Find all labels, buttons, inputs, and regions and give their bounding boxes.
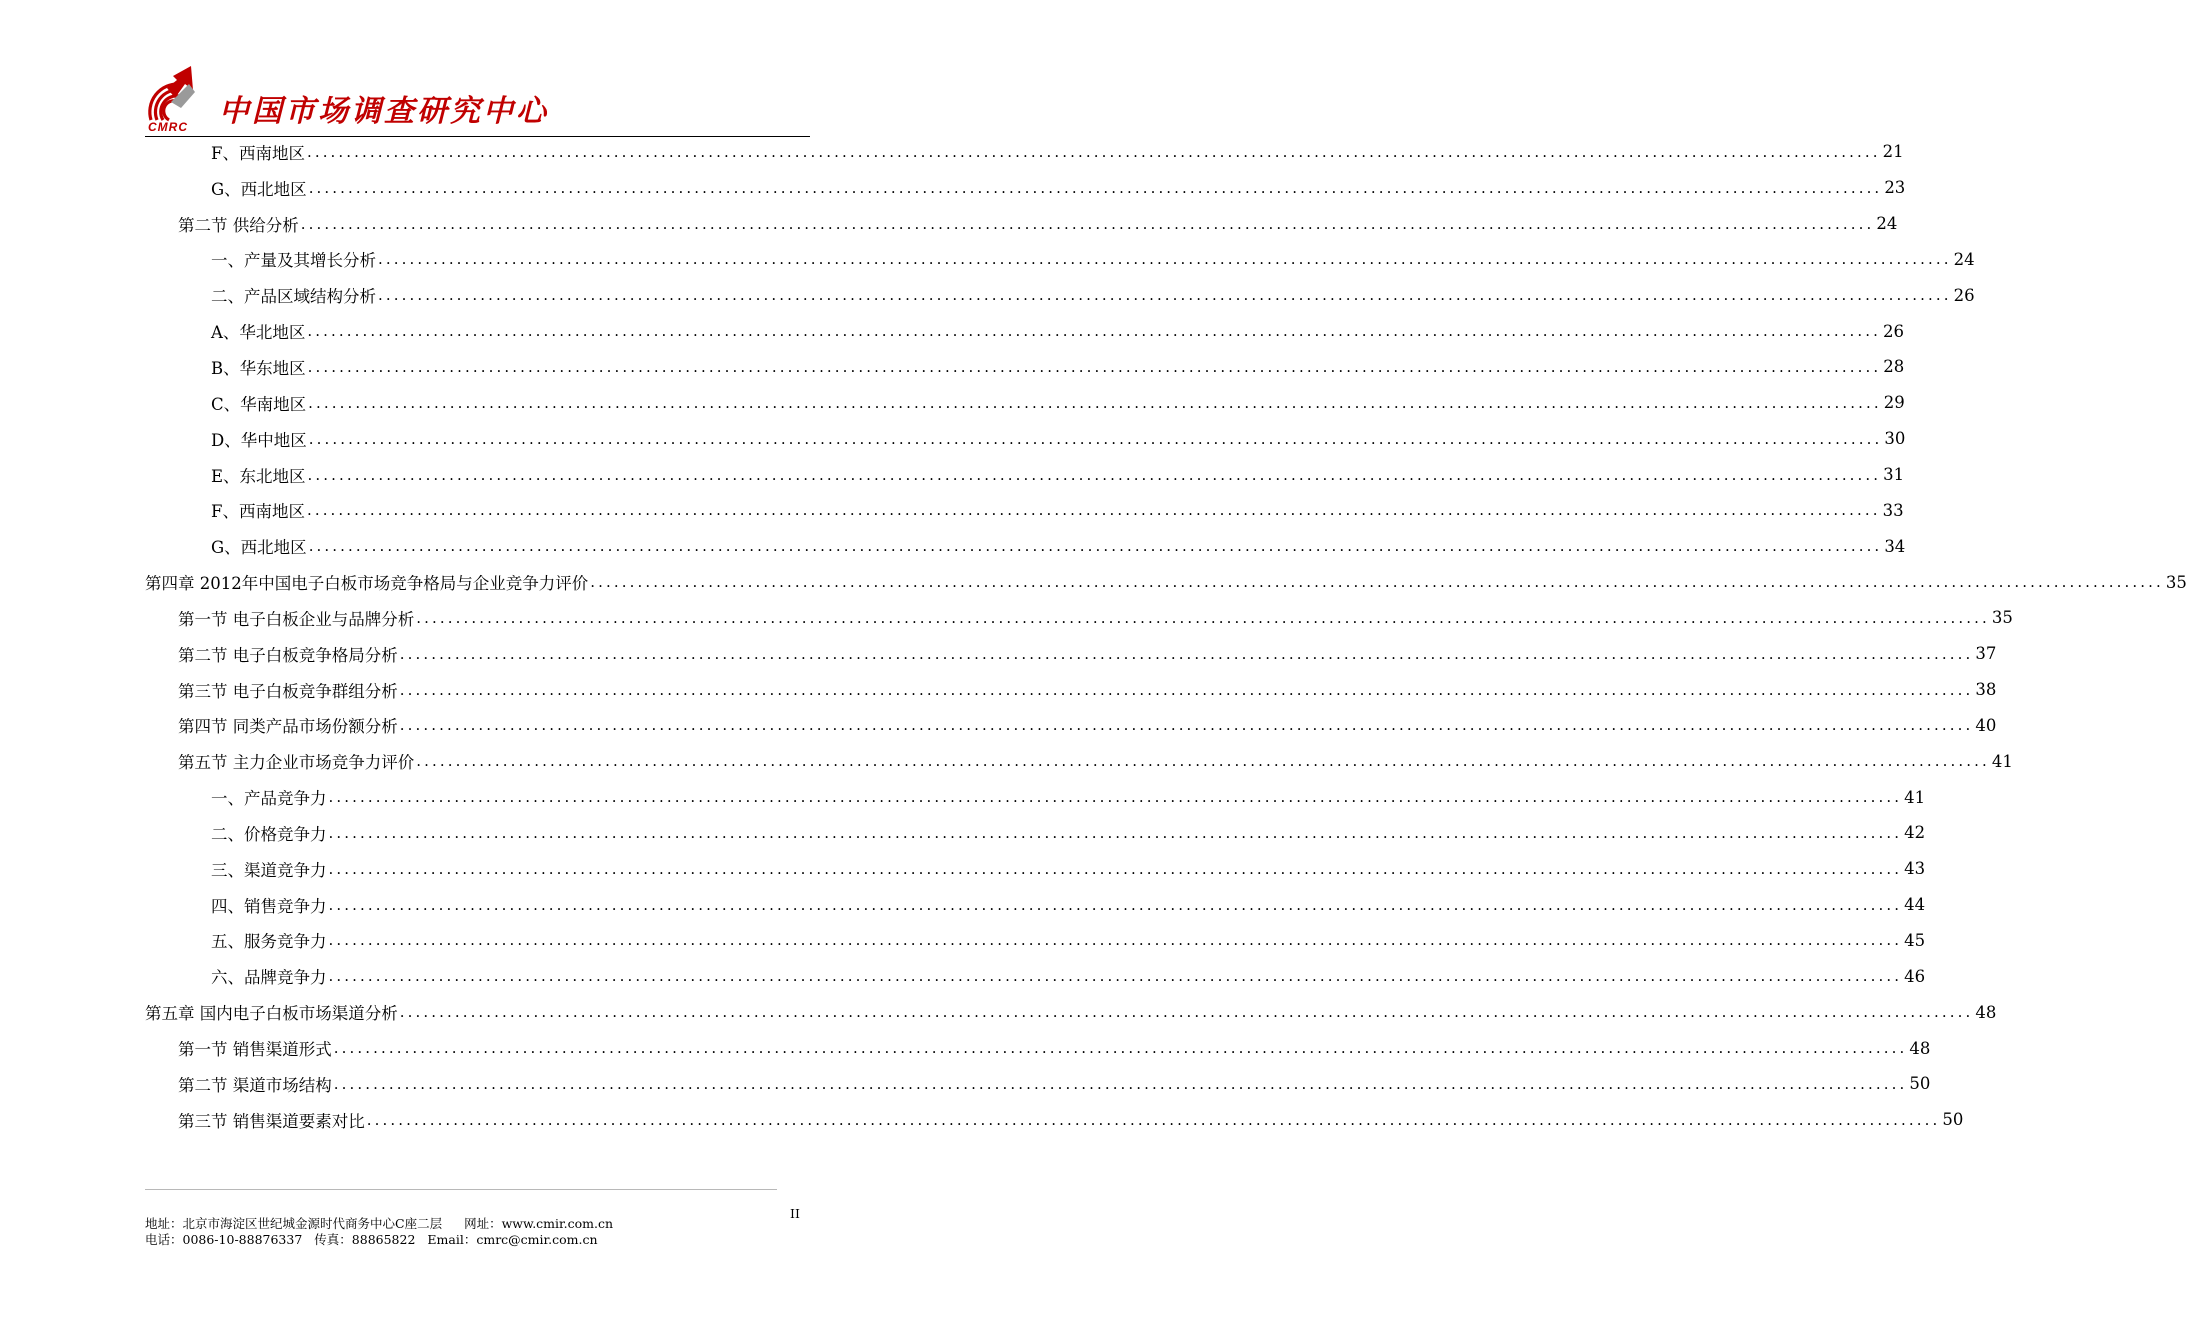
toc-entry-page: 31 — [1883, 465, 1905, 485]
toc-entry-page: 48 — [1975, 1002, 1997, 1022]
toc-leader-dots: ........................................................................................................................................................................................................ — [307, 322, 1882, 341]
toc-leader-dots: ........................................................................................................................................................................................................ — [333, 1039, 1908, 1058]
toc-entry-page: 50 — [1942, 1110, 1964, 1130]
toc-leader-dots: ........................................................................................................................................................................................................ — [378, 250, 1952, 269]
toc-entry-title: 四、销售竞争力 — [211, 893, 329, 917]
toc-leader-dots: ........................................................................................................................................................................................................ — [366, 1110, 1941, 1129]
toc-entry-page: 37 — [1975, 644, 1997, 664]
toc-entry-title: 二、价格竞争力 — [211, 821, 329, 845]
toc-entry-page: 33 — [1882, 500, 1904, 520]
toc-entry-page: 38 — [1975, 680, 1997, 700]
toc-entry-title: D、华中地区 — [211, 427, 309, 451]
toc-entry-page: 44 — [1904, 895, 1926, 915]
toc-entry-title: 一、产品竞争力 — [211, 785, 329, 809]
toc-entry-title: 第二节 电子白板竞争格局分析 — [178, 642, 400, 666]
toc-entry[interactable] — [145, 994, 1997, 1030]
toc-entry[interactable] — [145, 421, 1906, 457]
toc-entry[interactable] — [145, 958, 1926, 994]
toc-entry[interactable] — [145, 492, 1904, 528]
page-number: II — [790, 1206, 800, 1221]
toc-leader-dots: ........................................................................................................................................................................................................ — [328, 895, 1903, 914]
toc-entry[interactable] — [145, 564, 2187, 600]
page-header — [145, 62, 810, 137]
toc-entry-title: A、华北地区 — [211, 319, 307, 343]
toc-entry-page: 23 — [1884, 178, 1906, 198]
toc-entry-title: E、东北地区 — [211, 463, 308, 487]
toc-entry[interactable] — [145, 385, 1905, 421]
toc-entry-title: C、华南地区 — [211, 391, 308, 415]
toc-entry-title: G、西北地区 — [211, 176, 309, 200]
toc-entry[interactable] — [145, 1066, 1931, 1102]
toc-entry-page: 26 — [1883, 321, 1905, 341]
toc-entry-title: 三、渠道竞争力 — [211, 857, 329, 881]
toc-entry-page: 29 — [1883, 393, 1905, 413]
toc-entry[interactable] — [145, 600, 2013, 636]
toc-entry-page: 43 — [1904, 859, 1926, 879]
toc-entry-page: 46 — [1904, 966, 1926, 986]
toc-entry-page: 41 — [1904, 787, 1926, 807]
toc-entry[interactable] — [145, 779, 1926, 815]
toc-leader-dots: ........................................................................................................................................................................................................ — [328, 859, 1903, 878]
toc-entry-title: 第三节 销售渠道要素对比 — [178, 1108, 367, 1132]
toc-entry[interactable] — [145, 528, 1906, 564]
toc-entry[interactable] — [145, 242, 1975, 278]
toc-entry-page: 40 — [1975, 715, 1997, 735]
toc-entry-page: 41 — [1991, 751, 2013, 771]
toc-entry[interactable] — [145, 672, 1997, 708]
toc-entry[interactable] — [145, 1030, 1931, 1066]
brand-abbreviation: CMRC — [148, 120, 188, 134]
toc-entry-page: 34 — [1884, 536, 1906, 556]
toc-entry-page: 24 — [1953, 249, 1975, 269]
toc-entry-title: F、西南地区 — [211, 140, 307, 164]
toc-leader-dots: ........................................................................................................................................................................................................ — [308, 178, 1883, 197]
toc-entry-title: 第三节 电子白板竞争群组分析 — [178, 678, 400, 702]
toc-entry-page: 45 — [1904, 930, 1926, 950]
toc-leader-dots: ........................................................................................................................................................................................................ — [328, 823, 1903, 842]
toc-entry-page: 28 — [1883, 357, 1905, 377]
toc-entry-page: 30 — [1884, 429, 1906, 449]
toc-entry-page: 35 — [2165, 572, 2187, 592]
toc-leader-dots: ........................................................................................................................................................................................................ — [307, 465, 1882, 484]
toc-entry-page: 35 — [1991, 608, 2013, 628]
toc-entry-title: 第四章 2012年中国电子白板市场竞争格局与企业竞争力评价 — [145, 570, 590, 594]
toc-entry-title: 第四节 同类产品市场份额分析 — [178, 713, 400, 737]
toc-leader-dots: ........................................................................................................................................................................................................ — [399, 680, 1974, 699]
toc-entry-title: 五、服务竞争力 — [211, 928, 329, 952]
toc-leader-dots: ........................................................................................................................................................................................................ — [399, 716, 1974, 735]
toc-entry[interactable] — [145, 277, 1975, 313]
toc-entry[interactable] — [145, 815, 1926, 851]
toc-entry[interactable] — [145, 708, 1997, 744]
toc-leader-dots: ........................................................................................................................................................................................................ — [416, 752, 1990, 771]
footer-address: 地址：北京市海淀区世纪城金源时代商务中心C座二层 — [145, 1216, 443, 1231]
toc-entry[interactable] — [145, 313, 1905, 349]
toc-leader-dots: ........................................................................................................................................................................................................ — [399, 644, 1974, 663]
toc-entry[interactable] — [145, 170, 1906, 206]
toc-entry-page: 50 — [1909, 1074, 1931, 1094]
toc-entry-title: B、华东地区 — [211, 355, 308, 379]
footer-divider — [145, 1189, 777, 1190]
toc-entry[interactable] — [145, 851, 1926, 887]
toc-entry[interactable] — [145, 206, 1898, 242]
toc-entry[interactable] — [145, 349, 1905, 385]
toc-entry-page: 48 — [1909, 1038, 1931, 1058]
toc-leader-dots: ........................................................................................................................................................................................................ — [399, 1003, 1974, 1022]
toc-leader-dots: ........................................................................................................................................................................................................ — [307, 357, 1882, 376]
toc-entry[interactable] — [145, 636, 1997, 672]
toc-leader-dots: ........................................................................................................................................................................................................ — [306, 142, 1881, 161]
toc-leader-dots: ........................................................................................................................................................................................................ — [378, 286, 1952, 305]
toc-leader-dots: ........................................................................................................................................................................................................ — [590, 573, 2164, 592]
toc-entry-title: 第二节 渠道市场结构 — [178, 1072, 334, 1096]
toc-entry-title: 一、产量及其增长分析 — [211, 247, 378, 271]
toc-entry-title: 第一节 电子白板企业与品牌分析 — [178, 606, 416, 630]
toc-entry[interactable] — [145, 887, 1926, 923]
brand-title: 中国市场调查研究中心 — [219, 94, 549, 129]
footer-fax: 传真：88865822 — [314, 1232, 416, 1247]
toc-entry-title: 六、品牌竞争力 — [211, 964, 329, 988]
toc-entry-title: 二、产品区域结构分析 — [211, 283, 378, 307]
toc-leader-dots: ........................................................................................................................................................................................................ — [328, 931, 1903, 950]
toc-entry[interactable] — [145, 923, 1926, 959]
toc-leader-dots: ........................................................................................................................................................................................................ — [300, 214, 1875, 233]
toc-entry[interactable] — [145, 743, 2013, 779]
footer-phone: 电话：0086-10-88876337 — [145, 1232, 303, 1247]
toc-leader-dots: ........................................................................................................................................................................................................ — [333, 1074, 1908, 1093]
toc-entry-page: 26 — [1953, 285, 1975, 305]
toc-entry-title: 第二节 供给分析 — [178, 212, 301, 236]
footer-contact-line — [145, 1230, 598, 1248]
toc-leader-dots: ........................................................................................................................................................................................................ — [328, 788, 1903, 807]
toc-entry-page: 42 — [1904, 823, 1926, 843]
toc-leader-dots: ........................................................................................................................................................................................................ — [306, 501, 1881, 520]
toc-leader-dots: ........................................................................................................................................................................................................ — [308, 393, 1882, 412]
toc-entry[interactable] — [145, 457, 1905, 493]
toc-leader-dots: ........................................................................................................................................................................................................ — [328, 967, 1903, 986]
footer-website: 网址：www.cmir.com.cn — [464, 1216, 613, 1231]
toc-entry-page: 24 — [1876, 214, 1898, 234]
table-of-contents — [145, 134, 2187, 1138]
toc-entry-title: 第一节 销售渠道形式 — [178, 1036, 334, 1060]
toc-entry-title: G、西北地区 — [211, 534, 309, 558]
toc-entry-title: 第五节 主力企业市场竞争力评价 — [178, 749, 416, 773]
toc-entry-title: F、西南地区 — [211, 498, 307, 522]
toc-entry-title: 第五章 国内电子白板市场渠道分析 — [145, 1000, 400, 1024]
toc-entry-page: 21 — [1882, 142, 1904, 162]
toc-entry[interactable] — [145, 1102, 1964, 1138]
toc-leader-dots: ........................................................................................................................................................................................................ — [416, 608, 1990, 627]
toc-leader-dots: ........................................................................................................................................................................................................ — [308, 537, 1883, 556]
toc-entry[interactable] — [145, 134, 1904, 170]
toc-leader-dots: ........................................................................................................................................................................................................ — [308, 429, 1883, 448]
footer-email: Email：cmrc@cmir.com.cn — [427, 1232, 598, 1247]
